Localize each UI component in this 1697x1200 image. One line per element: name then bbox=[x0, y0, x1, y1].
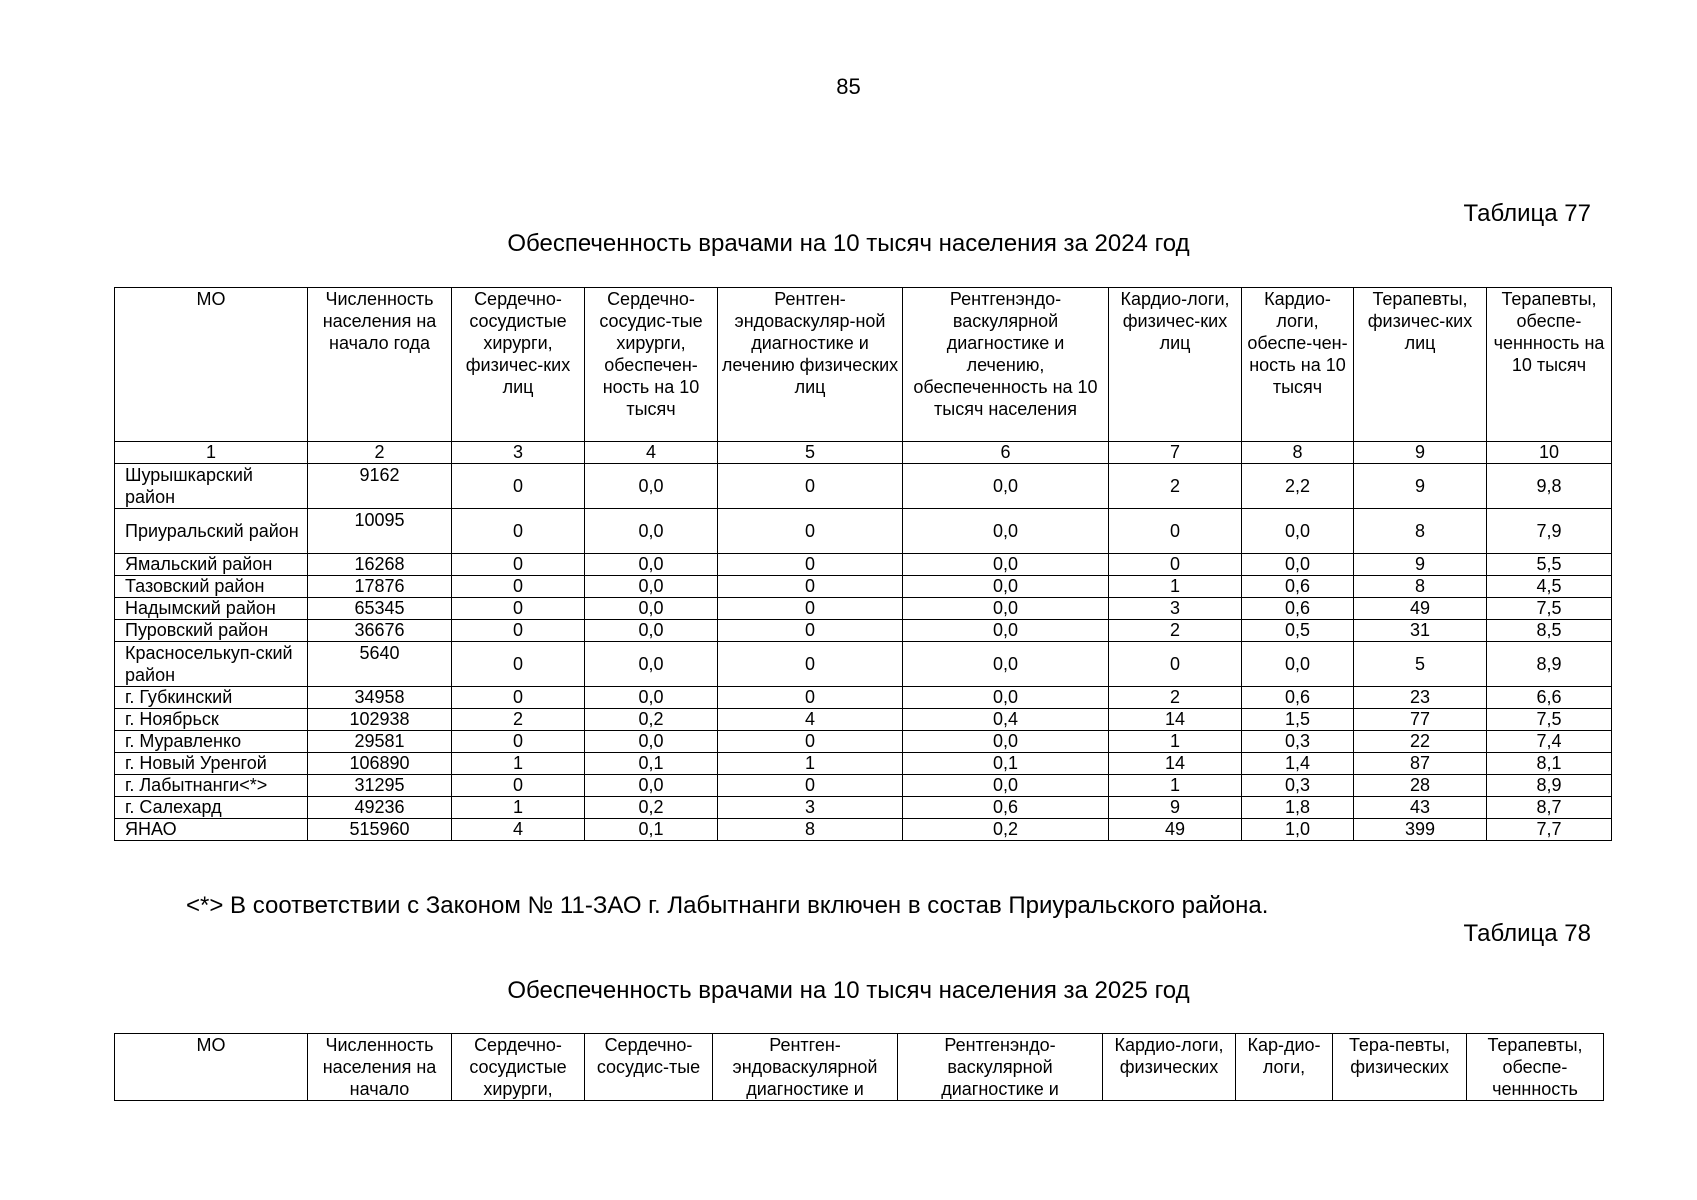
table-row bbox=[115, 620, 1612, 642]
table-cell: 0 bbox=[718, 509, 903, 554]
table-cell: 0 bbox=[718, 464, 903, 509]
table-cell: 0,1 bbox=[903, 753, 1109, 775]
table-77-header-cell: Рентген-эндоваскуляр-ной диагностике и лечению физических лиц bbox=[718, 288, 903, 442]
table-row bbox=[115, 775, 1612, 797]
table-cell: 0 bbox=[718, 576, 903, 598]
table-cell: 8,9 bbox=[1487, 775, 1612, 797]
table-78-header-text: Рентгенэндо-васкулярной диагностике и bbox=[941, 1035, 1059, 1099]
table-row bbox=[115, 753, 1612, 775]
table-77-header-cell: Кардио-логи, обеспе-чен-ность на 10 тысяч bbox=[1242, 288, 1354, 442]
municipality-cell: г. Лабытнанги<*> bbox=[115, 775, 308, 797]
table-cell: 0,1 bbox=[585, 753, 718, 775]
table-cell: 0,0 bbox=[585, 620, 718, 642]
table-cell: 9 bbox=[1354, 464, 1487, 509]
table-78-header-text: МО bbox=[196, 1035, 226, 1055]
table-77-column-number: 10 bbox=[1487, 442, 1612, 464]
table-row bbox=[115, 509, 1612, 554]
municipality-cell: г. Салехард bbox=[115, 797, 308, 819]
table-77-footnote: <*> В соответствии с Законом № 11-ЗАО г. Лабытнанги включен в состав Приуральского района. bbox=[186, 892, 1269, 919]
table-78-header-cell bbox=[115, 1034, 308, 1101]
table-78-header-cell bbox=[308, 1034, 452, 1101]
municipality-cell: Надымский район bbox=[115, 598, 308, 620]
table-77-column-number: 7 bbox=[1109, 442, 1242, 464]
table-cell: 0,0 bbox=[585, 464, 718, 509]
table-cell: 49236 bbox=[308, 797, 452, 819]
table-row bbox=[115, 687, 1612, 709]
table-cell: 0 bbox=[1109, 509, 1242, 554]
table-cell: 0 bbox=[452, 731, 585, 753]
table-cell: 34958 bbox=[308, 687, 452, 709]
table-cell: 22 bbox=[1354, 731, 1487, 753]
table-cell: 8,1 bbox=[1487, 753, 1612, 775]
table-78-label: Таблица 78 bbox=[1463, 920, 1591, 947]
table-cell: 0,6 bbox=[903, 797, 1109, 819]
table-77-column-number: 9 bbox=[1354, 442, 1487, 464]
table-cell: 0,3 bbox=[1242, 775, 1354, 797]
table-cell: 0 bbox=[718, 731, 903, 753]
table-cell: 0 bbox=[452, 687, 585, 709]
municipality-cell: ЯНАО bbox=[115, 819, 308, 841]
table-cell: 7,7 bbox=[1487, 819, 1612, 841]
table-77-column-numbers-row bbox=[115, 442, 1612, 464]
table-cell: 1 bbox=[1109, 731, 1242, 753]
municipality-cell: г. Губкинский bbox=[115, 687, 308, 709]
table-cell: 3 bbox=[1109, 598, 1242, 620]
table-77-column-number: 6 bbox=[903, 442, 1109, 464]
table-cell: 0,6 bbox=[1242, 687, 1354, 709]
table-cell: 0 bbox=[452, 642, 585, 687]
table-cell: 1 bbox=[718, 753, 903, 775]
table-cell: 0 bbox=[1109, 554, 1242, 576]
table-cell: 0,4 bbox=[903, 709, 1109, 731]
table-78-header-text: Численность населения на начало bbox=[322, 1035, 437, 1099]
table-row bbox=[115, 598, 1612, 620]
table-cell: 8,7 bbox=[1487, 797, 1612, 819]
table-cell: 17876 bbox=[308, 576, 452, 598]
table-cell: 0,1 bbox=[585, 819, 718, 841]
table-cell: 399 bbox=[1354, 819, 1487, 841]
table-cell: 2 bbox=[1109, 620, 1242, 642]
table-77-header-row bbox=[115, 288, 1612, 442]
table-cell: 3 bbox=[718, 797, 903, 819]
table-cell: 0,0 bbox=[585, 576, 718, 598]
table-cell: 0,2 bbox=[585, 709, 718, 731]
municipality-cell: Красноселькуп-ский район bbox=[115, 642, 308, 687]
table-cell: 1,5 bbox=[1242, 709, 1354, 731]
table-78-header-cell bbox=[452, 1034, 585, 1101]
municipality-cell: г. Новый Уренгой bbox=[115, 753, 308, 775]
table-78-header-cell bbox=[898, 1034, 1103, 1101]
table-cell: 9 bbox=[1354, 554, 1487, 576]
table-cell: 0,6 bbox=[1242, 598, 1354, 620]
table-cell: 4 bbox=[452, 819, 585, 841]
table-cell: 0 bbox=[452, 598, 585, 620]
table-cell: 8 bbox=[1354, 509, 1487, 554]
table-cell: 2 bbox=[1109, 687, 1242, 709]
table-cell: 0,0 bbox=[903, 598, 1109, 620]
table-cell: 2 bbox=[1109, 464, 1242, 509]
table-cell: 0 bbox=[718, 554, 903, 576]
table-77-column-number: 2 bbox=[308, 442, 452, 464]
table-cell: 0,0 bbox=[903, 554, 1109, 576]
table-cell: 5 bbox=[1354, 642, 1487, 687]
table-cell: 106890 bbox=[308, 753, 452, 775]
table-77-title: Обеспеченность врачами на 10 тысяч населения за 2024 год bbox=[507, 230, 1190, 257]
table-cell: 0,0 bbox=[903, 775, 1109, 797]
table-cell: 49 bbox=[1109, 819, 1242, 841]
table-cell: 0 bbox=[452, 554, 585, 576]
municipality-cell: Пуровский район bbox=[115, 620, 308, 642]
table-cell: 0,3 bbox=[1242, 731, 1354, 753]
table-77-column-number: 1 bbox=[115, 442, 308, 464]
table-cell: 9,8 bbox=[1487, 464, 1612, 509]
table-78-header-text: Кардио-логи, физических bbox=[1114, 1035, 1224, 1077]
table-cell: 36676 bbox=[308, 620, 452, 642]
table-cell: 0 bbox=[718, 620, 903, 642]
table-cell: 0,0 bbox=[903, 620, 1109, 642]
table-cell: 31295 bbox=[308, 775, 452, 797]
table-cell: 10095 bbox=[308, 509, 452, 554]
table-78-header-text: Кар-дио-логи, bbox=[1247, 1035, 1321, 1077]
municipality-cell: Тазовский район bbox=[115, 576, 308, 598]
table-cell: 49 bbox=[1354, 598, 1487, 620]
table-cell: 8 bbox=[718, 819, 903, 841]
table-78-header-text: Терапевты, обеспе-ченнность bbox=[1487, 1035, 1583, 1099]
table-cell: 7,5 bbox=[1487, 598, 1612, 620]
table-cell: 43 bbox=[1354, 797, 1487, 819]
table-cell: 65345 bbox=[308, 598, 452, 620]
table-cell: 0 bbox=[718, 775, 903, 797]
table-cell: 5640 bbox=[308, 642, 452, 687]
table-78-header-cell bbox=[1333, 1034, 1467, 1101]
table-cell: 0,0 bbox=[903, 687, 1109, 709]
table-cell: 0,2 bbox=[585, 797, 718, 819]
municipality-cell: Шурышкарский район bbox=[115, 464, 308, 509]
table-78-header-text: Сердечно-сосудис-тые bbox=[596, 1035, 701, 1077]
table-cell: 2,2 bbox=[1242, 464, 1354, 509]
table-cell: 4 bbox=[718, 709, 903, 731]
table-cell: 102938 bbox=[308, 709, 452, 731]
table-cell: 0 bbox=[452, 509, 585, 554]
table-cell: 0,5 bbox=[1242, 620, 1354, 642]
table-cell: 29581 bbox=[308, 731, 452, 753]
table-cell: 0,0 bbox=[1242, 642, 1354, 687]
table-78-header-cell bbox=[713, 1034, 898, 1101]
table-cell: 8,5 bbox=[1487, 620, 1612, 642]
table-77-column-number: 5 bbox=[718, 442, 903, 464]
table-78-header-text: Рентген-эндоваскулярной диагностике и bbox=[732, 1035, 878, 1099]
table-cell: 1 bbox=[452, 753, 585, 775]
municipality-cell: Ямальский район bbox=[115, 554, 308, 576]
table-cell: 0 bbox=[1109, 642, 1242, 687]
table-cell: 0,0 bbox=[585, 642, 718, 687]
table-cell: 28 bbox=[1354, 775, 1487, 797]
table-cell: 0 bbox=[718, 598, 903, 620]
table-77-header-cell: Сердечно-сосудис-тые хирурги, обеспечен-ность на 10 тысяч bbox=[585, 288, 718, 442]
table-row bbox=[115, 464, 1612, 509]
table-cell: 0,0 bbox=[585, 598, 718, 620]
table-cell: 8 bbox=[1354, 576, 1487, 598]
table-cell: 1 bbox=[452, 797, 585, 819]
table-cell: 14 bbox=[1109, 753, 1242, 775]
table-78-header-cell bbox=[1467, 1034, 1604, 1101]
table-cell: 6,6 bbox=[1487, 687, 1612, 709]
table-77-column-number: 3 bbox=[452, 442, 585, 464]
table-row bbox=[115, 642, 1612, 687]
table-row bbox=[115, 797, 1612, 819]
table-cell: 0 bbox=[452, 620, 585, 642]
table-row bbox=[115, 554, 1612, 576]
table-row bbox=[115, 576, 1612, 598]
table-cell: 9 bbox=[1109, 797, 1242, 819]
table-cell: 0,0 bbox=[903, 464, 1109, 509]
table-78-header-cell bbox=[1236, 1034, 1333, 1101]
table-78-header-cell bbox=[585, 1034, 713, 1101]
table-cell: 9162 bbox=[308, 464, 452, 509]
table-row bbox=[115, 709, 1612, 731]
table-78-header-row bbox=[115, 1034, 1604, 1101]
table-cell: 5,5 bbox=[1487, 554, 1612, 576]
table-78-header-text: Сердечно-сосудистые хирурги, bbox=[469, 1035, 567, 1099]
table-77-header-cell: Терапевты, физичес-ких лиц bbox=[1354, 288, 1487, 442]
table-cell: 0,0 bbox=[585, 687, 718, 709]
table-cell: 0,0 bbox=[585, 731, 718, 753]
page-number: 85 bbox=[836, 74, 861, 99]
table-cell: 7,9 bbox=[1487, 509, 1612, 554]
table-78 bbox=[114, 1033, 1604, 1101]
table-cell: 0,0 bbox=[585, 554, 718, 576]
table-cell: 0 bbox=[452, 775, 585, 797]
table-cell: 77 bbox=[1354, 709, 1487, 731]
table-row bbox=[115, 731, 1612, 753]
table-77-header-cell: Сердечно-сосудистые хирурги, физичес-ких лиц bbox=[452, 288, 585, 442]
table-78-header-cell bbox=[1103, 1034, 1236, 1101]
table-cell: 4,5 bbox=[1487, 576, 1612, 598]
table-77-header-cell: Рентгенэндо-васкулярной диагностике и лечению, обеспеченность на 10 тысяч населения bbox=[903, 288, 1109, 442]
table-78-title: Обеспеченность врачами на 10 тысяч населения за 2025 год bbox=[507, 977, 1190, 1004]
table-cell: 0 bbox=[718, 642, 903, 687]
table-cell: 0,0 bbox=[1242, 509, 1354, 554]
table-77-header-cell: МО bbox=[115, 288, 308, 442]
table-cell: 515960 bbox=[308, 819, 452, 841]
table-cell: 31 bbox=[1354, 620, 1487, 642]
table-cell: 0,2 bbox=[903, 819, 1109, 841]
municipality-cell: г. Муравленко bbox=[115, 731, 308, 753]
table-cell: 16268 bbox=[308, 554, 452, 576]
table-cell: 7,5 bbox=[1487, 709, 1612, 731]
table-77-header-cell: Численность населения на начало года bbox=[308, 288, 452, 442]
table-cell: 0,0 bbox=[903, 731, 1109, 753]
table-cell: 1,4 bbox=[1242, 753, 1354, 775]
table-cell: 14 bbox=[1109, 709, 1242, 731]
table-cell: 0,0 bbox=[585, 509, 718, 554]
table-cell: 0,0 bbox=[1242, 554, 1354, 576]
table-77-column-number: 4 bbox=[585, 442, 718, 464]
table-cell: 1,0 bbox=[1242, 819, 1354, 841]
table-cell: 7,4 bbox=[1487, 731, 1612, 753]
table-cell: 1 bbox=[1109, 576, 1242, 598]
table-cell: 0,0 bbox=[903, 509, 1109, 554]
table-cell: 0 bbox=[718, 687, 903, 709]
table-77-header-cell: Терапевты, обеспе-ченнность на 10 тысяч bbox=[1487, 288, 1612, 442]
table-cell: 0,6 bbox=[1242, 576, 1354, 598]
table-cell: 8,9 bbox=[1487, 642, 1612, 687]
table-cell: 0 bbox=[452, 464, 585, 509]
table-78-header-text: Тера-певты, физических bbox=[1348, 1035, 1451, 1077]
table-77 bbox=[114, 287, 1612, 841]
table-77-header-cell: Кардио-логи, физичес-ких лиц bbox=[1109, 288, 1242, 442]
table-cell: 1 bbox=[1109, 775, 1242, 797]
table-row bbox=[115, 819, 1612, 841]
table-cell: 0,0 bbox=[903, 642, 1109, 687]
municipality-cell: г. Ноябрьск bbox=[115, 709, 308, 731]
table-cell: 1,8 bbox=[1242, 797, 1354, 819]
municipality-cell: Приуральский район bbox=[115, 509, 308, 554]
table-cell: 87 bbox=[1354, 753, 1487, 775]
table-cell: 0,0 bbox=[585, 775, 718, 797]
table-77-label: Таблица 77 bbox=[1463, 200, 1591, 227]
table-cell: 0,0 bbox=[903, 576, 1109, 598]
table-77-column-number: 8 bbox=[1242, 442, 1354, 464]
table-cell: 23 bbox=[1354, 687, 1487, 709]
table-cell: 2 bbox=[452, 709, 585, 731]
table-cell: 0 bbox=[452, 576, 585, 598]
